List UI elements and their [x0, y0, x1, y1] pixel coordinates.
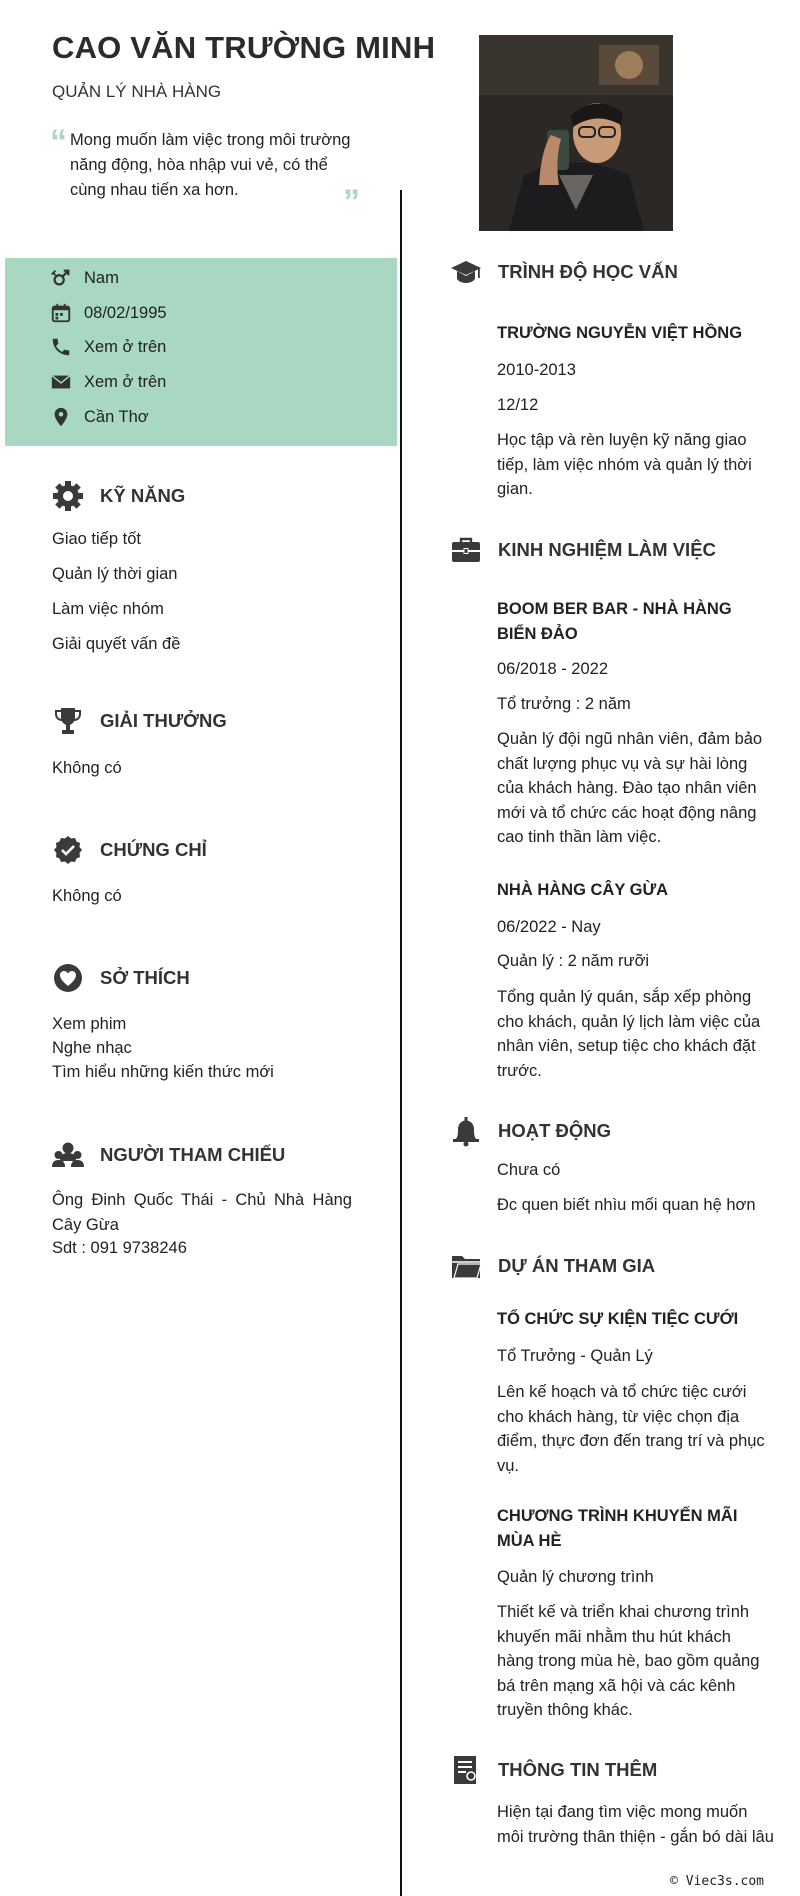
folder-icon — [450, 1250, 482, 1282]
job-description: Tổng quản lý quán, sắp xếp phòng cho khách, quản lý lịch làm việc của nhân viên, setup tiệc cho khách đặt trước. — [497, 988, 761, 1080]
project-description: Lên kế hoạch và tổ chức tiệc cưới cho khách hàng, từ việc chọn địa điểm, thực đơn đến trang trí và phục vụ. — [497, 1383, 765, 1475]
info-address — [50, 405, 149, 429]
projects-section-header — [450, 1250, 655, 1282]
watermark: © Viec3s.com — [670, 1874, 764, 1889]
references-section-header — [52, 1139, 285, 1171]
info-phone — [50, 335, 166, 359]
hobby-item: Nghe nhạc — [52, 1039, 132, 1057]
activity-item: Chưa có — [497, 1161, 561, 1179]
phone-icon — [50, 336, 72, 358]
skills-section-header — [52, 480, 185, 512]
skills-title: KỸ NĂNG — [100, 485, 186, 506]
experience-title: KINH NGHIỆM LÀM VIỆC — [498, 539, 716, 560]
school-name: TRƯỜNG NGUYỄN VIỆT HỒNG — [497, 324, 743, 342]
awards-section-header — [52, 705, 227, 737]
personal-info-panel — [5, 258, 397, 446]
gender-value: Nam — [84, 268, 119, 287]
reference-phone: Sdt : 091 9738246 — [52, 1239, 187, 1257]
info-email — [50, 370, 166, 394]
project-name: TỔ CHỨC SỰ KIỆN TIỆC CƯỚI — [497, 1310, 739, 1328]
gender-icon — [50, 267, 72, 289]
additional-info-section-header — [450, 1754, 657, 1786]
project-role: Tổ Trưởng - Quản Lý — [497, 1347, 653, 1365]
hobby-item: Tìm hiểu những kiến thức mới — [52, 1063, 274, 1081]
document-icon — [450, 1754, 482, 1786]
experience-section-header — [450, 534, 716, 566]
job-description: Quản lý đội ngũ nhân viên, đảm bảo chất lượng phục vụ và sự hài lòng của khách hàng. Đào tạo nhân viên mới và tổ chức các hoạt động nâng cao tinh thần làm việc. — [497, 730, 763, 846]
activities-title: HOẠT ĐỘNG — [498, 1120, 612, 1141]
hobbies-title: SỞ THÍCH — [100, 967, 190, 988]
address-value: Cần Thơ — [84, 407, 149, 426]
project-name: CHƯƠNG TRÌNH KHUYẾN MÃI MÙA HÈ — [497, 1507, 738, 1550]
additional-info-text: Hiện tại đang tìm việc mong muốn môi trường thân thiện - gắn bó dài lâu — [497, 1803, 774, 1846]
heart-icon — [52, 962, 84, 994]
career-objective-quote: Mong muốn làm việc trong môi trường năng động, hòa nhập vui vẻ, có thể cùng nhau tiến xa hơn. — [70, 131, 351, 199]
email-icon — [50, 371, 72, 393]
trophy-icon — [52, 705, 84, 737]
candidate-name: CAO VĂN TRƯỜNG MINH — [52, 30, 436, 65]
graduation-cap-icon — [450, 256, 482, 288]
job-role: Quản lý : 2 năm rưỡi — [497, 952, 650, 970]
projects-title: DỰ ÁN THAM GIA — [498, 1255, 656, 1276]
email-value: Xem ở trên — [84, 372, 167, 391]
job-company: NHÀ HÀNG CÂY GỪA — [497, 881, 669, 899]
phone-value: Xem ở trên — [84, 337, 167, 356]
job-title: QUẢN LÝ NHÀ HÀNG — [52, 82, 222, 101]
project-role: Quản lý chương trình — [497, 1568, 654, 1586]
education-grade: 12/12 — [497, 396, 539, 414]
job-period: 06/2018 - 2022 — [497, 660, 609, 678]
activity-item: Đc quen biết nhìu mối quan hệ hơn — [497, 1196, 756, 1214]
people-group-icon — [52, 1139, 84, 1171]
activities-section-header — [450, 1115, 611, 1147]
certificate-badge-icon — [52, 834, 84, 866]
hobbies-section-header — [52, 962, 190, 994]
close-quote-icon: ” — [343, 183, 360, 221]
awards-title: GIẢI THƯỞNG — [100, 710, 227, 731]
gear-icon — [52, 480, 84, 512]
education-period: 2010-2013 — [497, 361, 576, 379]
bell-icon — [450, 1115, 482, 1147]
certificates-title: CHỨNG CHỈ — [100, 839, 207, 860]
open-quote-icon: “ — [50, 123, 67, 161]
hobby-item: Xem phim — [52, 1015, 127, 1033]
skill-item: Giao tiếp tốt — [52, 530, 141, 548]
reference-text: Ông Đinh Quốc Thái - Chủ Nhà Hàng Cây Gừa — [52, 1191, 352, 1234]
skill-item: Làm việc nhóm — [52, 600, 164, 618]
certificates-text: Không có — [52, 887, 122, 905]
job-company: BOOM BER BAR - NHÀ HÀNG BIỂN ĐẢO — [497, 600, 732, 643]
skill-item: Giải quyết vấn đề — [52, 635, 181, 653]
info-gender — [50, 266, 119, 290]
briefcase-icon — [450, 534, 482, 566]
info-birthday — [50, 301, 167, 325]
column-divider — [400, 190, 402, 1896]
awards-text: Không có — [52, 759, 122, 777]
project-description: Thiết kế và triển khai chương trình khuyến mãi nhằm thu hút khách hàng trong mùa hè, bao gồm quảng bá trên mạng xã hội và các kênh truyền thông khác. — [497, 1603, 760, 1719]
profile-photo — [479, 35, 673, 231]
education-title: TRÌNH ĐỘ HỌC VẤN — [498, 261, 678, 282]
skill-item: Quản lý thời gian — [52, 565, 178, 583]
additional-info-title: THÔNG TIN THÊM — [498, 1759, 658, 1780]
location-pin-icon — [50, 406, 72, 428]
references-title: NGƯỜI THAM CHIẾU — [100, 1144, 286, 1165]
job-role: Tổ trưởng : 2 năm — [497, 695, 631, 713]
calendar-icon — [50, 302, 72, 324]
education-description: Học tập và rèn luyện kỹ năng giao tiếp, làm việc nhóm và quản lý thời gian. — [497, 431, 752, 498]
birthday-value: 08/02/1995 — [84, 303, 167, 322]
job-period: 06/2022 - Nay — [497, 918, 601, 936]
certificates-section-header — [52, 834, 207, 866]
education-section-header — [450, 256, 678, 288]
